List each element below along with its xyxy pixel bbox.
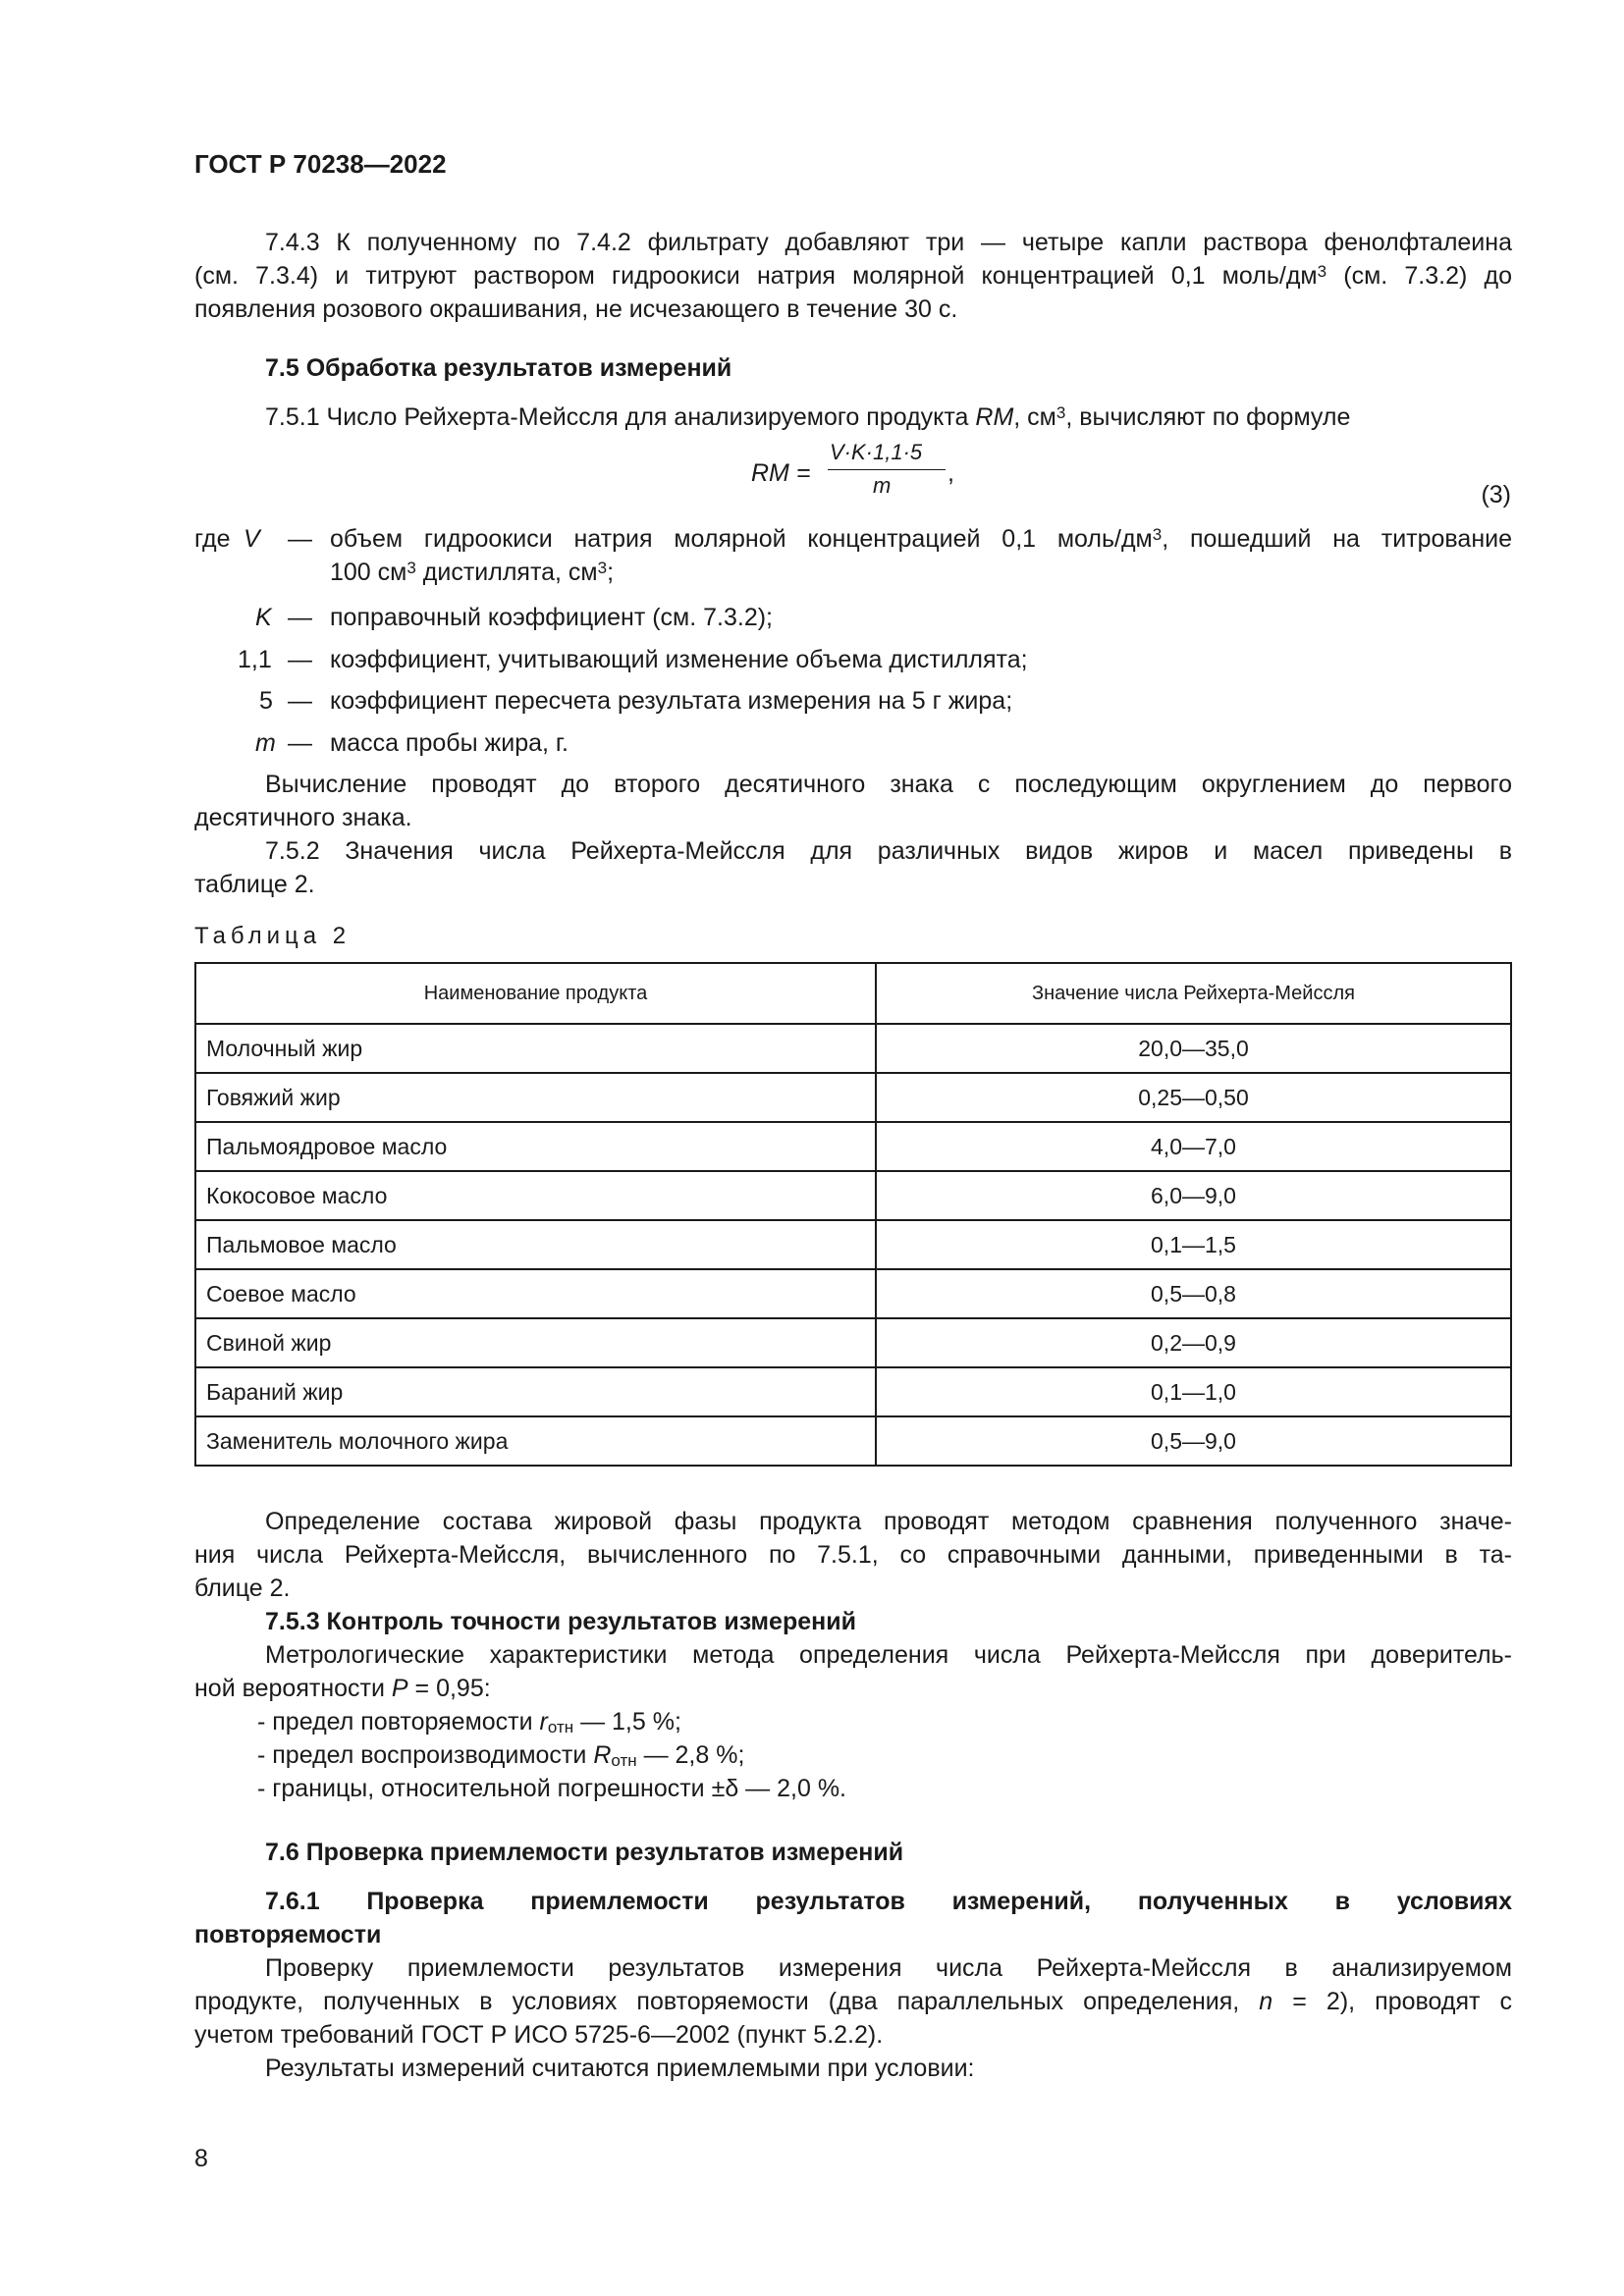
p751-sup: 3 <box>1056 403 1066 422</box>
cell-product: Пальмовое масло <box>195 1220 876 1269</box>
heading-7-6-1 <box>194 1885 1512 1951</box>
metro-l2a: ной вероятности <box>194 1675 392 1702</box>
paragraph-7-5-1 <box>194 400 1512 434</box>
b1-a: - предел повторяемости <box>257 1708 540 1735</box>
cell-value: 0,25—0,50 <box>876 1073 1511 1122</box>
p743-line3: появления розового окрашивания, не исчезающего в течение 30 с. <box>194 295 958 323</box>
table-row <box>195 1367 1511 1416</box>
check-n: n <box>1259 1988 1273 2015</box>
b2-b: — 2,8 %; <box>636 1741 745 1769</box>
p743-line2-a: (см. 7.3.4) и титруют раствором гидроокиси натрия молярной концентрацией 0,1 моль/дм <box>194 262 1318 290</box>
p743-line2 <box>194 259 1512 293</box>
page-number: 8 <box>194 2145 208 2172</box>
legend-text-v-line2 <box>330 556 1512 589</box>
legend-text-1-1: коэффициент, учитывающий изменение объема дистиллята; <box>330 646 1028 673</box>
check-l2a: продукте, полученных в условиях повторяемости (два параллельных определения, <box>194 1988 1260 2015</box>
legend-item-k <box>194 601 1512 634</box>
paragraph-metrology <box>194 1638 1512 1705</box>
table-header-value: Значение числа Рейхерта-Мейссля <box>876 963 1511 1024</box>
b2-sub: отн <box>611 1751 637 1770</box>
legend-item-1-1 <box>194 643 1512 676</box>
p743-line2-b: (см. 7.3.2) до <box>1326 262 1512 290</box>
legend-v-l2b: дистиллята, см <box>415 559 598 586</box>
cell-product: Заменитель молочного жира <box>195 1416 876 1466</box>
equation-number: (3) <box>1481 481 1511 508</box>
paragraph-7-4-3 <box>194 226 1512 326</box>
legend-sym-k: K <box>255 604 272 631</box>
cell-value: 0,5—0,8 <box>876 1269 1511 1318</box>
p743-line1: 7.4.3 К полученному по 7.4.2 фильтрату добавляют три — четыре капли раствора фенолфталеина <box>265 229 1512 256</box>
b2-r: R <box>593 1741 612 1769</box>
legend-dash: — <box>288 646 312 673</box>
formula-fraction-bar <box>828 469 946 470</box>
table-row <box>195 1024 1511 1073</box>
p752-line1: 7.5.2 Значения числа Рейхерта-Мейссля для различных видов жиров и масел приведены в <box>265 837 1512 865</box>
legend-item-v-cont <box>194 556 1512 589</box>
p751-b: , см <box>1013 403 1056 431</box>
cell-product: Пальмоядровое масло <box>195 1122 876 1171</box>
legend-text-v <box>330 522 1512 556</box>
legend-v-l2c: ; <box>607 559 615 586</box>
b1-r: r <box>539 1708 548 1735</box>
metro-p: P <box>391 1675 408 1702</box>
rounding-line2: десятичного знака. <box>194 804 412 831</box>
check-l2b: = 2), проводят с <box>1272 1988 1512 2015</box>
cell-product: Свиной жир <box>195 1318 876 1367</box>
legend-sym-1-1: 1,1 <box>238 646 272 673</box>
legend-v-l2a: 100 см <box>330 559 407 586</box>
paragraph-results: Результаты измерений считаются приемлемыми при условии: <box>265 2055 975 2082</box>
data-table <box>194 962 1512 1467</box>
b2-a: - предел воспроизводимости <box>257 1741 594 1769</box>
legend-v-sup1: 3 <box>1152 525 1163 544</box>
legend-v-sup3: 3 <box>597 559 608 577</box>
table-header-name: Наименование продукта <box>195 963 876 1024</box>
b1-b: — 1,5 %; <box>573 1708 681 1735</box>
legend-v-a: объем гидроокиси натрия молярной концентрацией 0,1 моль/дм <box>330 525 1153 553</box>
legend-item-v <box>194 522 1512 556</box>
cell-product: Соевое масло <box>195 1269 876 1318</box>
formula-numerator: V·K·1,1·5 <box>830 440 923 464</box>
table-caption: Таблица 2 <box>194 923 352 949</box>
legend-text-5: коэффициент пересчета результата измерения на 5 г жира; <box>330 687 1013 715</box>
metro-l2b: = 0,95: <box>407 1675 491 1702</box>
legend-text-m: масса пробы жира, г. <box>330 729 568 757</box>
cell-product: Говяжий жир <box>195 1073 876 1122</box>
bullet-reproducibility <box>257 1738 744 1772</box>
table-row <box>195 1269 1511 1318</box>
cell-value: 0,1—1,0 <box>876 1367 1511 1416</box>
legend-dash: — <box>288 604 312 631</box>
legend-sym-5: 5 <box>259 687 273 715</box>
p743-sup: 3 <box>1317 262 1327 281</box>
paragraph-7-5-2 <box>194 834 1512 901</box>
metro-line1: Метрологические характеристики метода определения числа Рейхерта-Мейссля при доверитель- <box>265 1641 1512 1669</box>
legend-text-k: поправочный коэффициент (см. 7.3.2); <box>330 604 774 631</box>
legend-sym-v: V <box>244 525 260 553</box>
p751-rm: RM <box>975 403 1014 431</box>
table-row <box>195 1122 1511 1171</box>
table-row <box>195 1073 1511 1122</box>
table-row <box>195 1220 1511 1269</box>
cell-product: Молочный жир <box>195 1024 876 1073</box>
legend-item-m <box>194 726 1512 760</box>
check-line2 <box>194 1985 1512 2018</box>
paragraph-check <box>194 1951 1512 2052</box>
compare-line1: Определение состава жировой фазы продукта проводят методом сравнения полученного значе- <box>265 1508 1512 1535</box>
legend-dash: — <box>288 525 312 553</box>
cell-value: 4,0—7,0 <box>876 1122 1511 1171</box>
h761-line2: повторяемости <box>194 1921 382 1949</box>
table-header-row <box>195 963 1511 1024</box>
cell-value: 0,5—9,0 <box>876 1416 1511 1466</box>
paragraph-comparison <box>194 1505 1512 1605</box>
cell-value: 6,0—9,0 <box>876 1171 1511 1220</box>
cell-value: 20,0—35,0 <box>876 1024 1511 1073</box>
rounding-line1: Вычисление проводят до второго десятичного знака с последующим округлением до первого <box>265 771 1512 798</box>
table-row <box>195 1318 1511 1367</box>
paragraph-rounding <box>194 768 1512 834</box>
p752-line2: таблице 2. <box>194 871 315 898</box>
p751-a: 7.5.1 Число Рейхерта-Мейссля для анализируемого продукта <box>265 403 976 431</box>
compare-line2: ния числа Рейхерта-Мейссля, вычисленного по 7.5.1, со справочными данными, приведенными в та- <box>194 1541 1512 1569</box>
bullet-error-bounds: - границы, относительной погрешности ±δ — 2,0 %. <box>257 1775 846 1802</box>
legend-where: где <box>194 525 231 553</box>
table-row <box>195 1171 1511 1220</box>
cell-value: 0,1—1,5 <box>876 1220 1511 1269</box>
legend-sym-m: m <box>255 729 276 757</box>
formula-denominator: m <box>873 473 892 498</box>
legend-dash: — <box>288 687 312 715</box>
cell-value: 0,2—0,9 <box>876 1318 1511 1367</box>
cell-product: Кокосовое масло <box>195 1171 876 1220</box>
check-line1: Проверку приемлемости результатов измерения числа Рейхерта-Мейссля в анализируемом <box>265 1954 1512 1982</box>
h761-line1: 7.6.1 Проверка приемлемости результатов измерений, полученных в условиях <box>265 1888 1512 1915</box>
check-line3: учетом требований ГОСТ Р ИСО 5725-6—2002 (пункт 5.2.2). <box>194 2021 884 2049</box>
legend-item-5 <box>194 684 1512 718</box>
p751-c: , вычисляют по формуле <box>1065 403 1351 431</box>
heading-7-5: 7.5 Обработка результатов измерений <box>265 354 732 382</box>
metro-line2 <box>194 1672 1512 1705</box>
table-row <box>195 1416 1511 1466</box>
legend-v-sup2: 3 <box>406 559 416 577</box>
cell-product: Бараний жир <box>195 1367 876 1416</box>
heading-7-6: 7.6 Проверка приемлемости результатов измерений <box>265 1839 904 1866</box>
legend-v-b: , пошедший на титрование <box>1162 525 1513 553</box>
document-header: ГОСТ Р 70238—2022 <box>194 149 447 179</box>
bullet-repeatability <box>257 1705 681 1738</box>
formula-comma: , <box>947 459 954 487</box>
compare-line3: блице 2. <box>194 1575 291 1602</box>
formula-lhs: RM = <box>751 459 811 487</box>
legend-dash: — <box>288 729 312 757</box>
b1-sub: отн <box>547 1718 574 1736</box>
heading-7-5-3: 7.5.3 Контроль точности результатов измерений <box>265 1608 856 1635</box>
